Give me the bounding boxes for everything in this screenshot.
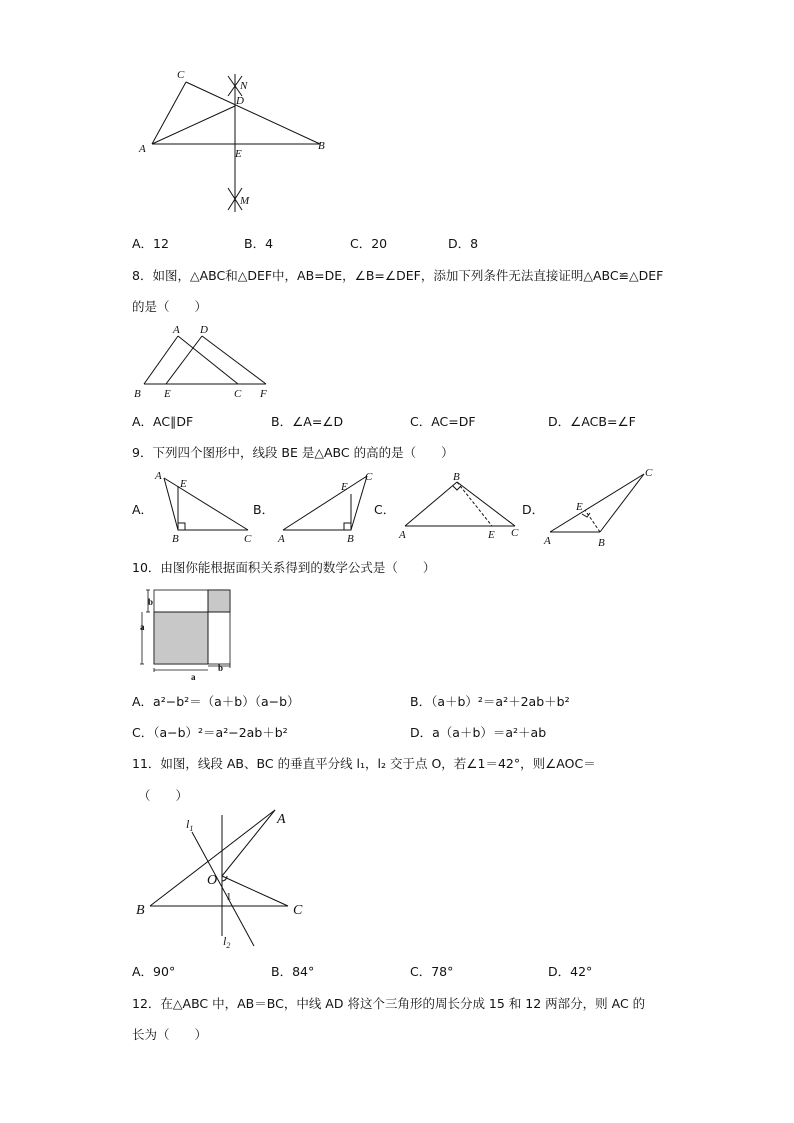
- q7-option-d: D．8: [448, 236, 479, 251]
- q9b-label-c: C: [365, 471, 373, 483]
- q8-label-d: D: [200, 324, 208, 336]
- q7-option-a: A．12: [132, 236, 169, 251]
- q9-stem: 9．下列四个图形中，线段 BE 是△ABC 的高的是（ ）: [132, 445, 454, 460]
- q12-stem-line1: 12．在△ABC 中，AB＝BC，中线 AD 将这个三角形的周长分成 15 和 12 两部分，则 AC 的: [132, 996, 646, 1011]
- q9-option-c-letter: C．: [374, 502, 396, 517]
- q7-label-a: A: [139, 143, 146, 155]
- q10-option-b: B．（a＋b）²＝a²＋2ab＋b²: [410, 694, 570, 709]
- q7-option-b: B．4: [244, 236, 274, 251]
- q11-label-l1: [186, 817, 193, 833]
- q8-option-b: B．∠A=∠D: [271, 414, 344, 429]
- q9b-label-e: E: [341, 481, 348, 493]
- q9-option-a-letter: A．: [132, 502, 154, 517]
- q9-figure-a: [150, 468, 260, 546]
- q7-option-c: C．20: [350, 236, 388, 251]
- q11-label-l1-sub: 1: [189, 824, 194, 833]
- q9c-label-c: C: [511, 527, 519, 539]
- q11-option-a: A．90°: [132, 964, 176, 979]
- q9d-label-a: A: [544, 535, 551, 547]
- q7-label-m: M: [240, 195, 250, 207]
- q9c-label-a: A: [399, 529, 406, 541]
- q7-label-b: B: [318, 140, 325, 152]
- q9d-label-b: B: [598, 537, 605, 549]
- q10-option-c: C．（a−b）²＝a²−2ab＋b²: [132, 725, 288, 740]
- q9a-label-e: E: [180, 478, 187, 490]
- q10-label-a-bottom: a: [191, 672, 196, 682]
- q8-figure: [130, 322, 280, 402]
- q11-option-d: D．42°: [548, 964, 593, 979]
- q11-label-l2: [223, 934, 230, 950]
- q8-option-a: A．AC∥DF: [132, 414, 194, 429]
- q11-option-b: B．84°: [271, 964, 315, 979]
- q11-label-1: 1: [226, 891, 232, 903]
- q10-label-b-top: b: [148, 597, 154, 607]
- q11-label-l1-main: l: [186, 817, 190, 831]
- q9-option-d-letter: D．: [522, 502, 545, 517]
- q10-stem: 10．由图你能根据面积关系得到的数学公式是（ ）: [132, 560, 436, 575]
- q7-label-d: D: [236, 95, 244, 107]
- q11-label-a: A: [277, 812, 286, 827]
- q9-option-b-letter: B．: [253, 502, 275, 517]
- q8-option-c: C．AC=DF: [410, 414, 476, 429]
- q10-figure: [138, 586, 238, 682]
- q11-stem-line1: 11．如图，线段 AB、BC 的垂直平分线 l₁，l₂ 交于点 O，若∠1＝42°，则∠AOC＝: [132, 756, 596, 771]
- q8-option-d: D．∠ACB=∠F: [548, 414, 636, 429]
- q8-label-b: B: [134, 388, 141, 400]
- q10-label-b-bottom: b: [218, 663, 224, 673]
- q11-label-b: B: [136, 903, 145, 918]
- q9b-label-b: B: [347, 533, 354, 545]
- q11-option-c: C．78°: [410, 964, 454, 979]
- q11-label-l2-main: l: [223, 934, 227, 948]
- q9d-label-c: C: [645, 467, 653, 479]
- q11-label-l2-sub: 2: [226, 941, 231, 950]
- q8-label-f: F: [260, 388, 267, 400]
- q11-label-o: O: [207, 873, 218, 888]
- q8-label-a: A: [173, 324, 180, 336]
- q7-label-c: C: [177, 69, 185, 81]
- q9-figure-c: [395, 468, 530, 546]
- q8-label-c: C: [234, 388, 242, 400]
- q11-label-c: C: [293, 903, 303, 918]
- q9b-label-a: A: [278, 533, 285, 545]
- q9c-label-b: B: [453, 471, 460, 483]
- q9a-label-b: B: [172, 533, 179, 545]
- q7-label-e: E: [235, 148, 242, 160]
- q9a-label-c: C: [244, 533, 252, 545]
- q9a-label-a: A: [155, 470, 162, 482]
- q7-label-n: N: [240, 80, 248, 92]
- q8-label-e: E: [164, 388, 171, 400]
- q10-option-d: D．a（a＋b）＝a²＋ab: [410, 725, 547, 740]
- q7-figure: [130, 62, 350, 227]
- q8-stem-line1: 8．如图，△ABC和△DEF中，AB=DE，∠B=∠DEF，添加下列条件无法直接证明△ABC≌△DEF: [132, 268, 664, 283]
- q11-figure: [130, 810, 320, 955]
- q9d-label-e: E: [576, 501, 583, 513]
- q10-option-a: A．a²−b²＝（a＋b）（a−b）: [132, 694, 300, 709]
- q9-figure-d: [540, 464, 660, 549]
- q10-label-a-left: a: [140, 622, 145, 632]
- q9-figure-b: [275, 468, 385, 546]
- q8-stem-line2: 的是（ ）: [132, 299, 208, 314]
- q9c-label-e: E: [488, 529, 495, 541]
- q12-stem-line2: 长为（ ）: [132, 1027, 208, 1042]
- q11-stem-line2: （ ）: [138, 788, 189, 803]
